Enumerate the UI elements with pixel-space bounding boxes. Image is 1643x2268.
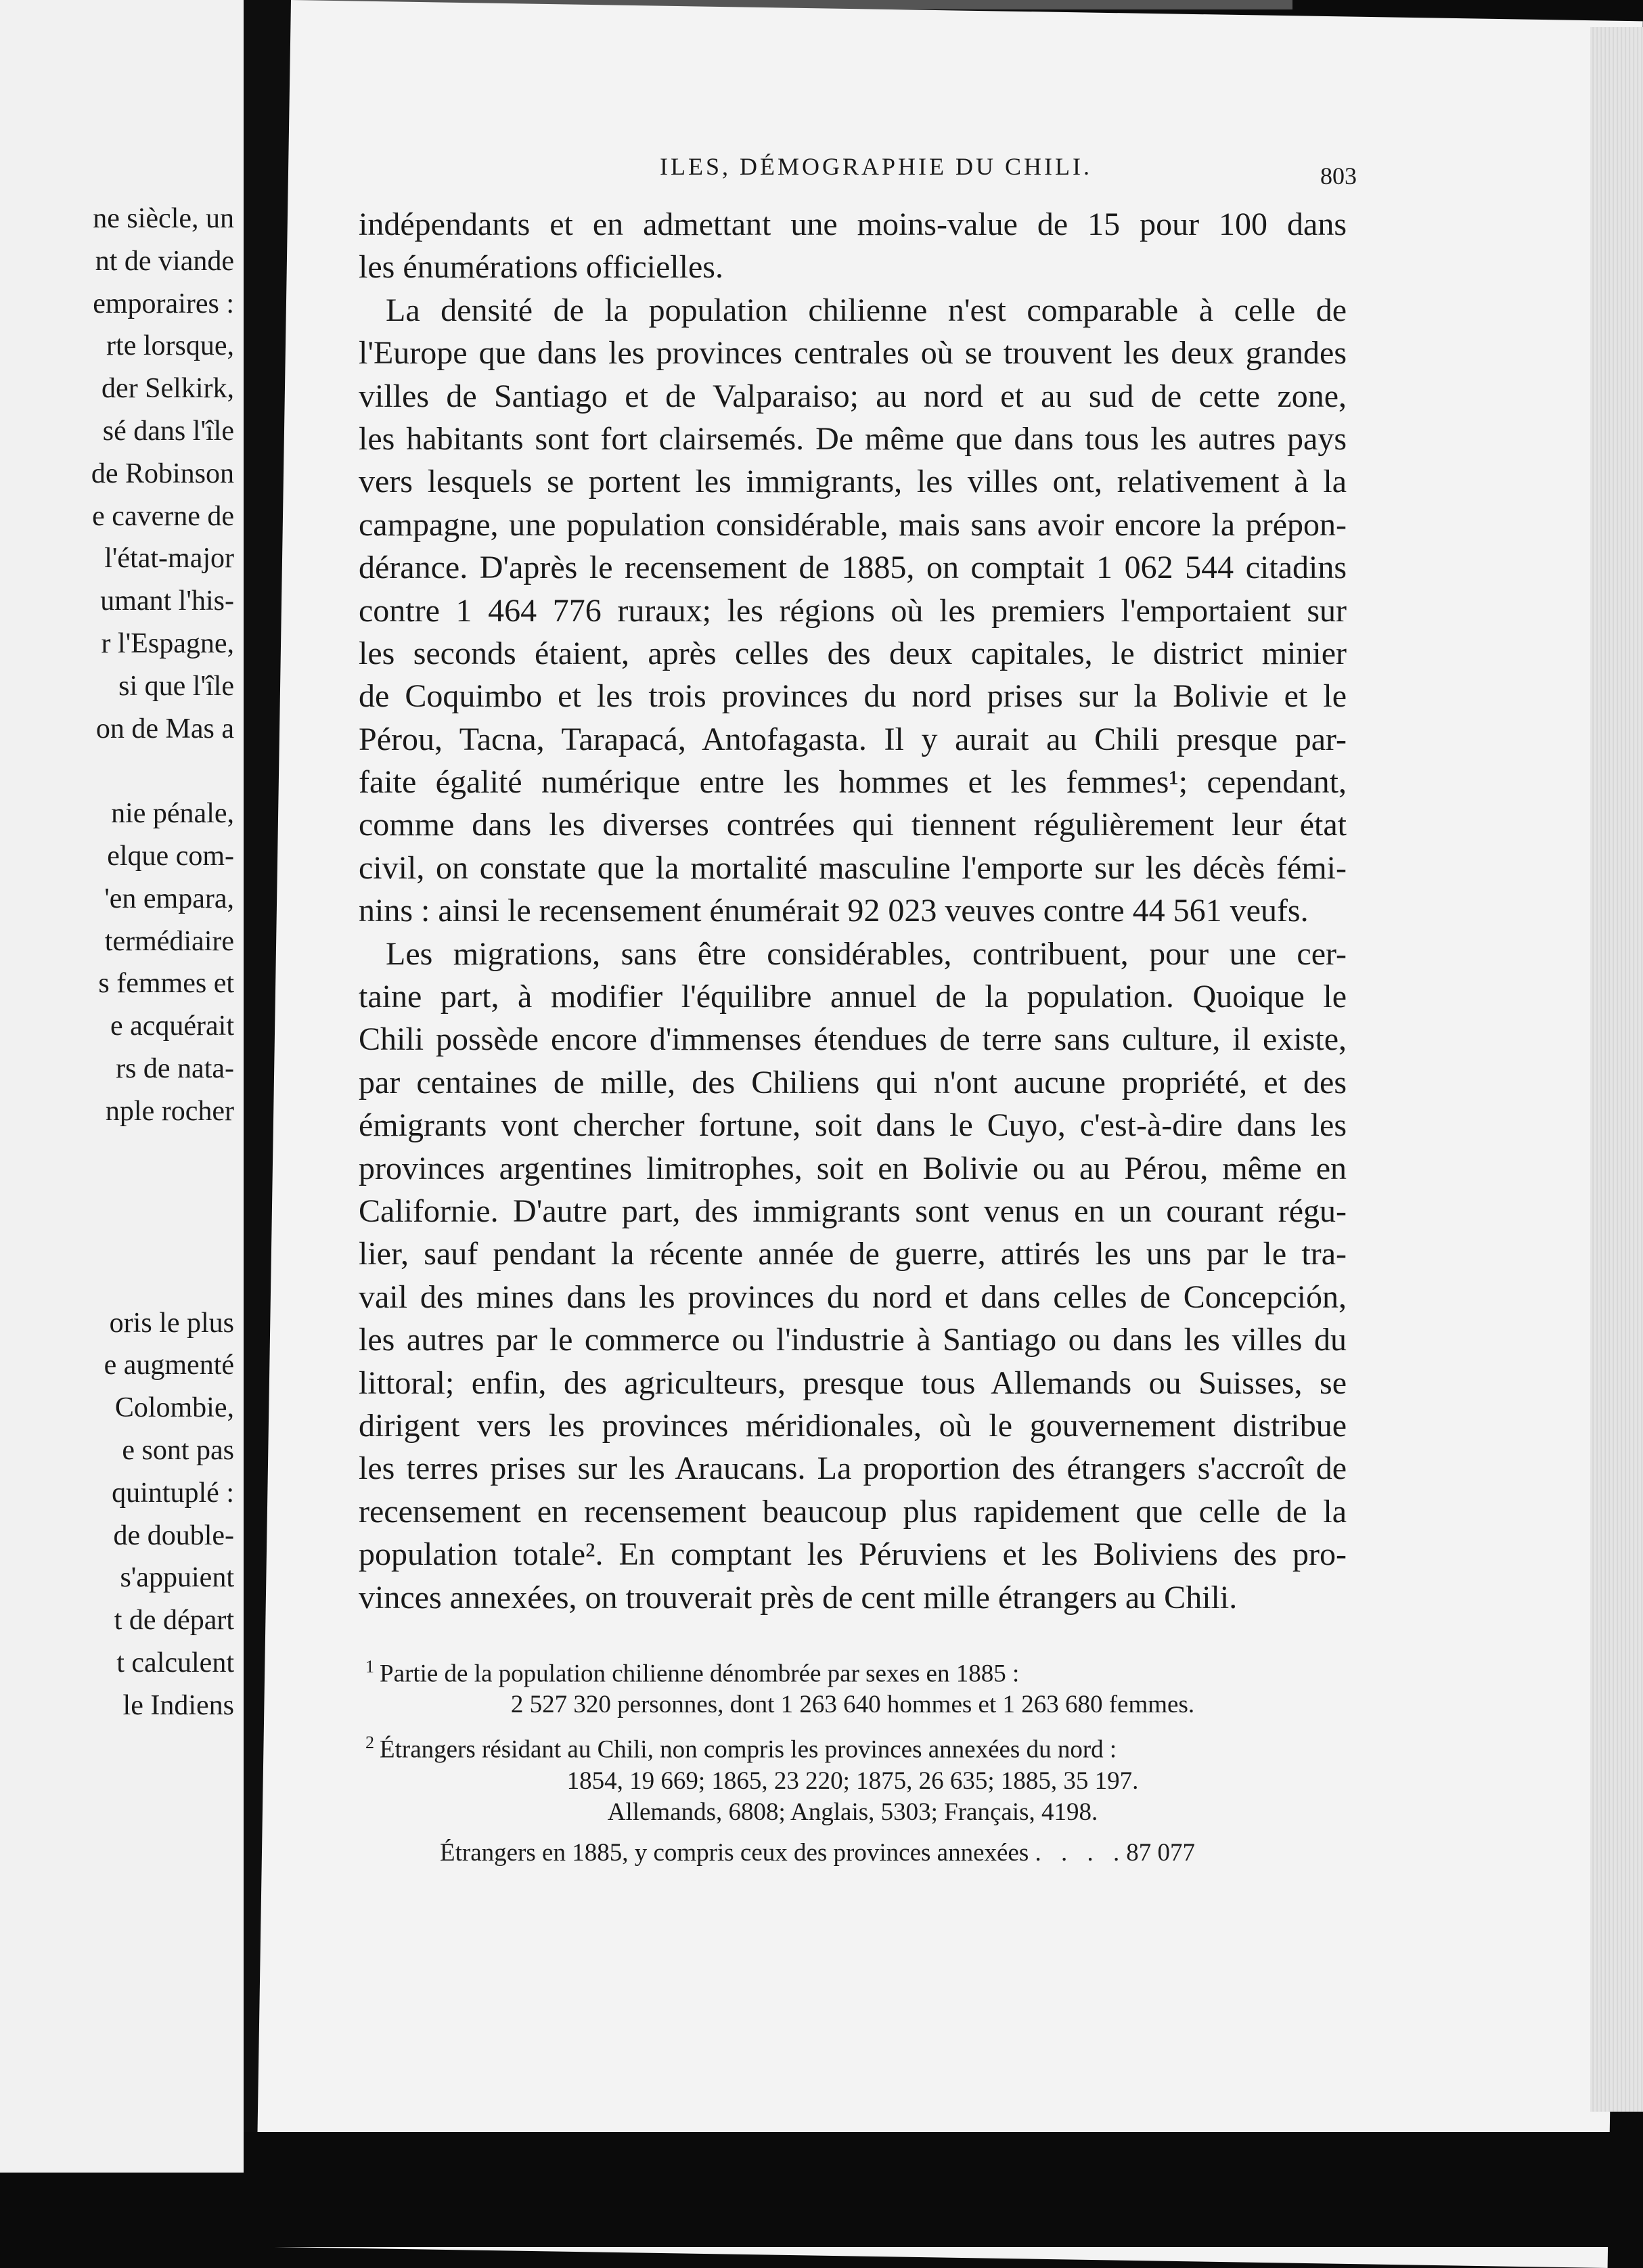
body-line: comme dans les diverses contrées qui tiennent régulièrement leur état xyxy=(359,807,1347,843)
left-page-line: nt de viande xyxy=(95,245,234,277)
left-page-line: der Selkirk, xyxy=(102,373,234,405)
left-page-line: umant l'his- xyxy=(100,585,234,617)
left-page-line: e augmenté xyxy=(104,1350,234,1381)
footnote-2-text: Étrangers résidant au Chili, non compris les provinces annexées du nord : xyxy=(380,1735,1117,1764)
left-page-line: termédiaire xyxy=(104,925,234,957)
body-line: dirigent vers les provinces méridionales, où le gouvernement distribue xyxy=(359,1407,1347,1444)
footnote-2-total-dots: . . . . xyxy=(1035,1838,1127,1867)
body-text xyxy=(359,203,1347,1619)
page-number: 803 xyxy=(1320,162,1357,190)
left-page-line: de double- xyxy=(113,1519,234,1551)
body-line: civil, on constate que la mortalité masculine l'emporte sur les décès fémi- xyxy=(359,849,1347,886)
body-line: vers lesquels se portent les immigrants, les villes ont, relativement à la xyxy=(359,464,1347,500)
body-line: recensement en recensement beaucoup plus rapidement que celle de la xyxy=(359,1493,1347,1530)
body-line: provinces argentines limitrophes, soit en Bolivie ou au Pérou, même en xyxy=(359,1150,1347,1186)
left-page-line: sé dans l'île xyxy=(102,415,234,447)
running-title: ILES, DÉMOGRAPHIE DU CHILI. xyxy=(660,153,1092,180)
left-page-line: Colombie, xyxy=(114,1392,234,1424)
left-page-line: le Indiens xyxy=(122,1689,234,1721)
left-page-line: s femmes et xyxy=(98,968,234,1000)
left-page-line: rs de nata- xyxy=(116,1052,234,1084)
body-line: par centaines de mille, des Chiliens qui n'ont aucune propriété, et des xyxy=(359,1064,1347,1100)
body-line: les autres par le commerce ou l'industrie à Santiago ou dans les villes du xyxy=(359,1322,1347,1358)
footnote-2-total-text: Étrangers en 1885, y compris ceux des provinces annexées xyxy=(440,1838,1029,1867)
footnote-2-total-value: 87 077 xyxy=(1126,1838,1195,1867)
left-page-line: 'en empara, xyxy=(104,883,234,914)
left-page-line: e sont pas xyxy=(122,1434,234,1466)
left-page-line: quintuplé : xyxy=(112,1477,234,1509)
body-line: Les migrations, sans être considérables, contribuent, pour une cer- xyxy=(386,935,1347,972)
body-line: de Coquimbo et les trois provinces du nord prises sur la Bolivie et le xyxy=(359,678,1347,715)
body-line: vinces annexées, on trouverait près de cent mille étrangers au Chili. xyxy=(359,1579,1238,1616)
footnote-2-total-label xyxy=(440,1838,1126,1869)
left-page-line: l'état-major xyxy=(104,543,234,575)
body-line: les seconds étaient, après celles des deux capitales, le district minier xyxy=(359,635,1347,671)
body-line: indépendants et en admettant une moins-value de 15 pour 100 dans xyxy=(359,206,1347,242)
footnote-1-mark: 1 xyxy=(365,1657,374,1676)
body-line: émigrants vont chercher fortune, soit dans le Cuyo, c'est-à-dire dans les xyxy=(359,1107,1347,1144)
left-page-line: elque com- xyxy=(107,840,234,872)
left-page-line: nple rocher xyxy=(105,1095,234,1127)
left-page-line: s'appuient xyxy=(120,1562,234,1594)
page-edges xyxy=(1590,27,1643,2112)
body-line: Pérou, Tacna, Tarapacá, Antofagasta. Il y aurait au Chili presque par- xyxy=(359,721,1347,757)
body-line: Californie. D'autre part, des immigrants sont venus en un courant régu- xyxy=(359,1193,1347,1229)
body-line: nins : ainsi le recensement énumérait 92 023 veuves contre 44 561 veufs. xyxy=(359,893,1309,929)
body-line: campagne, une population considérable, mais sans avoir encore la prépon- xyxy=(359,506,1347,543)
running-head xyxy=(369,152,1357,190)
left-page-line: on de Mas a xyxy=(95,713,234,744)
footnote-1-text: Partie de la population chilienne dénombrée par sexes en 1885 : xyxy=(380,1660,1020,1688)
footnote-2-mark: 2 xyxy=(365,1733,374,1753)
left-facing-page xyxy=(0,0,244,2173)
body-line: vail des mines dans les provinces du nord et dans celles de Concepción, xyxy=(359,1278,1347,1315)
body-line: l'Europe que dans les provinces centrales où se trouvent les deux grandes xyxy=(359,335,1347,372)
left-page-line: e acquérait xyxy=(110,1010,234,1042)
footnotes xyxy=(365,1651,1340,1869)
body-line: Chili possède encore d'immenses étendues de terre sans culture, il existe, xyxy=(359,1021,1347,1058)
footnote-2-years: 1854, 19 669; 1865, 23 220; 1875, 26 635; 1885, 35 197. xyxy=(566,1766,1139,1795)
footnote-1-detail: 2 527 320 personnes, dont 1 263 640 hommes et 1 263 680 femmes. xyxy=(510,1691,1195,1719)
body-line: La densité de la population chilienne n'est comparable à celle de xyxy=(386,292,1347,328)
body-line: les énumérations officielles. xyxy=(359,249,723,286)
scanner-background-bottom xyxy=(244,2132,1643,2247)
left-page-line: nie pénale, xyxy=(111,798,234,830)
body-line: lier, sauf pendant la récente année de guerre, attirés les uns par le tra- xyxy=(359,1236,1347,1272)
body-line: les habitants sont fort clairsemés. De même que dans tous les autres pays xyxy=(359,420,1347,457)
left-page-line: rte lorsque, xyxy=(106,330,234,362)
left-page-line: oris le plus xyxy=(109,1307,234,1339)
body-line: contre 1 464 776 ruraux; les régions où les premiers l'emportaient sur xyxy=(359,592,1347,629)
left-page-line: ne siècle, un xyxy=(93,203,234,234)
footnote-2-nations: Allemands, 6808; Anglais, 5303; Français, 4198. xyxy=(607,1798,1098,1826)
body-line: dérance. D'après le recensement de 1885, on comptait 1 062 544 citadins xyxy=(359,550,1347,586)
left-page-line: de Robinson xyxy=(91,458,234,489)
left-page-line: emporaires : xyxy=(93,288,234,319)
left-page-line: si que l'île xyxy=(118,670,234,702)
left-page-line: r l'Espagne, xyxy=(101,627,234,659)
left-page-text xyxy=(0,198,234,1727)
left-page-line: t calculent xyxy=(116,1647,234,1678)
body-line: villes de Santiago et de Valparaiso; au nord et au sud de cette zone, xyxy=(359,378,1347,414)
left-page-line: e caverne de xyxy=(92,500,234,532)
left-page-line: t de départ xyxy=(114,1605,234,1637)
body-line: les terres prises sur les Araucans. La proportion des étrangers s'accroît de xyxy=(359,1450,1347,1487)
footnote-2-total-row xyxy=(365,1838,1340,1869)
left-page-spacer xyxy=(0,750,234,793)
body-line: population totale². En comptant les Péruviens et les Boliviens des pro- xyxy=(359,1536,1347,1573)
footnote-2 xyxy=(365,1727,1340,1765)
left-page-spacer xyxy=(0,1133,234,1302)
body-line: littoral; enfin, des agriculteurs, presque tous Allemands ou Suisses, se xyxy=(359,1364,1347,1401)
body-line: taine part, à modifier l'équilibre annuel de la population. Quoique le xyxy=(359,979,1347,1015)
body-line: faite égalité numérique entre les hommes et les femmes¹; cependant, xyxy=(359,764,1347,801)
footnote-1 xyxy=(365,1651,1340,1689)
